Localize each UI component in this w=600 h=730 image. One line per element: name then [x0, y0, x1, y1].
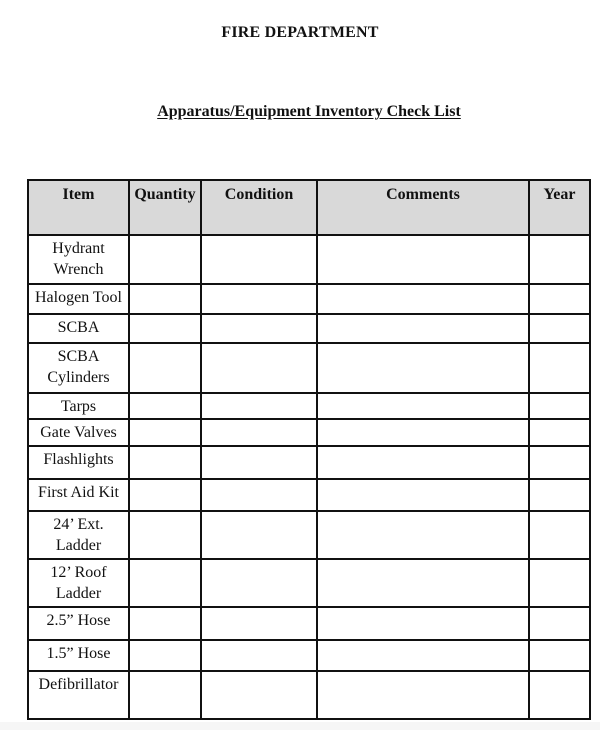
table-row	[28, 284, 590, 314]
table-row	[28, 393, 590, 419]
column-header-comments: Comments	[317, 180, 529, 235]
item-name-cell: SCBA Cylinders	[28, 343, 129, 393]
column-header-year: Year	[529, 180, 590, 235]
column-header-quantity: Quantity	[129, 180, 201, 235]
comments-cell[interactable]	[317, 393, 529, 419]
year-cell[interactable]	[529, 284, 590, 314]
subtitle-text: Apparatus/Equipment Inventory Check List	[157, 103, 461, 120]
item-name-cell: Halogen Tool	[28, 284, 129, 314]
condition-cell[interactable]	[201, 671, 317, 719]
item-name-cell: Flashlights	[28, 446, 129, 479]
condition-cell[interactable]	[201, 479, 317, 511]
item-name-cell: Defibrillator	[28, 671, 129, 719]
quantity-cell[interactable]	[129, 393, 201, 419]
year-cell[interactable]	[529, 511, 590, 559]
quantity-cell[interactable]	[129, 419, 201, 446]
table-row	[28, 343, 590, 393]
comments-cell[interactable]	[317, 419, 529, 446]
quantity-cell[interactable]	[129, 559, 201, 607]
comments-cell[interactable]	[317, 284, 529, 314]
document-title: FIRE DEPARTMENT	[221, 24, 379, 41]
comments-cell[interactable]	[317, 343, 529, 393]
comments-cell[interactable]	[317, 671, 529, 719]
condition-cell[interactable]	[201, 607, 317, 640]
condition-cell[interactable]	[201, 314, 317, 343]
year-cell[interactable]	[529, 479, 590, 511]
table-row	[28, 511, 590, 559]
column-header-item: Item	[28, 180, 129, 235]
condition-cell[interactable]	[201, 640, 317, 671]
quantity-cell[interactable]	[129, 284, 201, 314]
year-cell[interactable]	[529, 607, 590, 640]
item-name-cell: Hydrant Wrench	[28, 235, 129, 284]
comments-cell[interactable]	[317, 446, 529, 479]
year-cell[interactable]	[529, 235, 590, 284]
year-cell[interactable]	[529, 446, 590, 479]
year-cell[interactable]	[529, 393, 590, 419]
condition-cell[interactable]	[201, 446, 317, 479]
table-row	[28, 671, 590, 719]
page-bottom-edge	[0, 722, 600, 730]
table-row	[28, 314, 590, 343]
year-cell[interactable]	[529, 671, 590, 719]
table-row	[28, 479, 590, 511]
document-subtitle	[0, 103, 600, 121]
comments-cell[interactable]	[317, 314, 529, 343]
year-cell[interactable]	[529, 419, 590, 446]
quantity-cell[interactable]	[129, 343, 201, 393]
item-name-cell: SCBA	[28, 314, 129, 343]
inventory-table	[27, 179, 591, 720]
quantity-cell[interactable]	[129, 479, 201, 511]
year-cell[interactable]	[529, 640, 590, 671]
column-header-condition: Condition	[201, 180, 317, 235]
comments-cell[interactable]	[317, 607, 529, 640]
table-header-row	[28, 180, 590, 235]
condition-cell[interactable]	[201, 235, 317, 284]
item-name-cell: 24’ Ext. Ladder	[28, 511, 129, 559]
item-name-cell: 1.5” Hose	[28, 640, 129, 671]
item-name-cell: 2.5” Hose	[28, 607, 129, 640]
item-name-cell: Gate Valves	[28, 419, 129, 446]
quantity-cell[interactable]	[129, 671, 201, 719]
table-row	[28, 235, 590, 284]
condition-cell[interactable]	[201, 559, 317, 607]
item-name-cell: 12’ Roof Ladder	[28, 559, 129, 607]
quantity-cell[interactable]	[129, 235, 201, 284]
year-cell[interactable]	[529, 559, 590, 607]
comments-cell[interactable]	[317, 235, 529, 284]
condition-cell[interactable]	[201, 511, 317, 559]
table-row	[28, 640, 590, 671]
quantity-cell[interactable]	[129, 640, 201, 671]
comments-cell[interactable]	[317, 640, 529, 671]
table-row	[28, 559, 590, 607]
table-row	[28, 419, 590, 446]
item-name-cell: First Aid Kit	[28, 479, 129, 511]
condition-cell[interactable]	[201, 419, 317, 446]
quantity-cell[interactable]	[129, 314, 201, 343]
condition-cell[interactable]	[201, 284, 317, 314]
comments-cell[interactable]	[317, 479, 529, 511]
table-row	[28, 446, 590, 479]
quantity-cell[interactable]	[129, 511, 201, 559]
comments-cell[interactable]	[317, 511, 529, 559]
table-row	[28, 607, 590, 640]
condition-cell[interactable]	[201, 343, 317, 393]
year-cell[interactable]	[529, 314, 590, 343]
condition-cell[interactable]	[201, 393, 317, 419]
item-name-cell: Tarps	[28, 393, 129, 419]
year-cell[interactable]	[529, 343, 590, 393]
quantity-cell[interactable]	[129, 446, 201, 479]
quantity-cell[interactable]	[129, 607, 201, 640]
comments-cell[interactable]	[317, 559, 529, 607]
